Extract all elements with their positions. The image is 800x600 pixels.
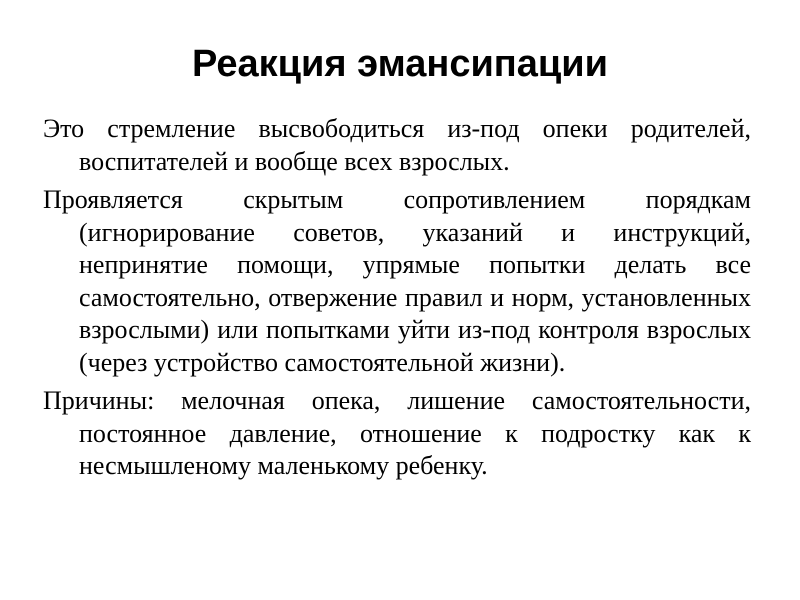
slide-title: Реакция эмансипации xyxy=(192,43,608,85)
paragraph-causes: Причины: мелочная опека, лишение самостоятельности, постоянное давление, отношение к подростку как к несмышленому маленькому ребенку. xyxy=(43,386,751,480)
paragraph-definition: Это стремление высвободиться из-под опеки родителей, воспитателей и вообще всех взрослых. xyxy=(43,114,751,176)
paragraph-manifestation: Проявляется скрытым сопротивлением порядкам (игнорирование советов, указаний и инструкций, непринятие помощи, упрямые попытки делать все самостоятельно, отвержение правил и норм, установленных взрослыми) или попытками уйти из-под контроля взрослых (через устройство самостоятельной жизни). xyxy=(43,185,751,377)
slide-body xyxy=(43,113,751,489)
